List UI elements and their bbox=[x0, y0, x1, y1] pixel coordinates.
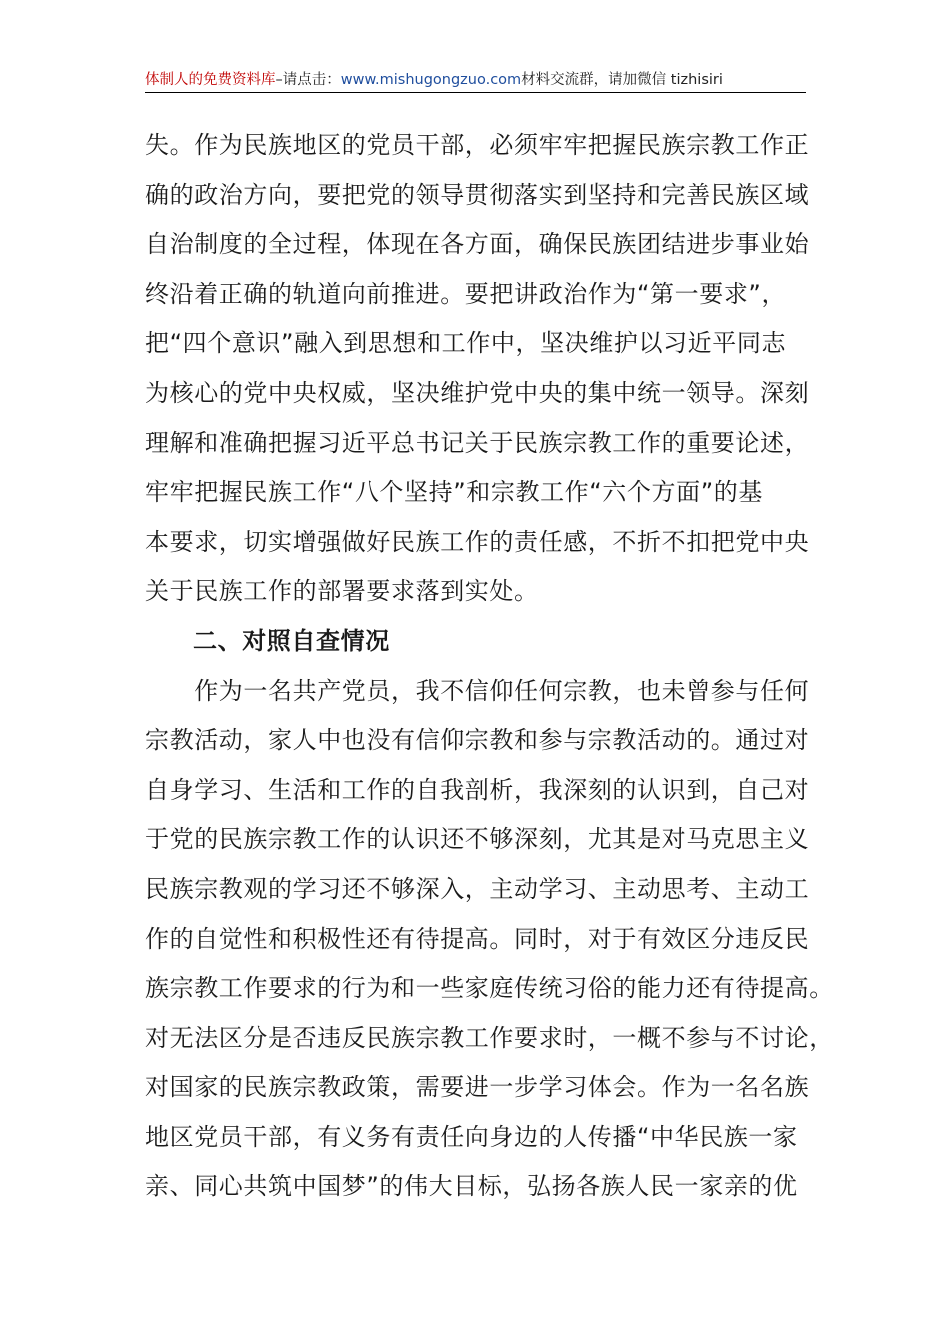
body-line: 亲、同心共筑中国梦”的伟大目标，弘扬各族人民一家亲的优 bbox=[145, 1172, 798, 1201]
section-heading: 二、对照自查情况 bbox=[193, 626, 390, 655]
header-brand: 体制人的免费资料库 bbox=[145, 72, 276, 88]
body-line: 自身学习、生活和工作的自我剖析，我深刻的认识到，自己对 bbox=[145, 775, 810, 804]
body-line: 为核心的党中央权威，坚决维护党中央的集中统一领导。深刻 bbox=[145, 378, 810, 407]
document-body bbox=[145, 121, 834, 1212]
body-line: 理解和准确把握习近平总书记关于民族宗教工作的重要论述， bbox=[145, 428, 810, 457]
body-line: 本要求，切实增强做好民族工作的责任感，不折不扣把党中央 bbox=[145, 527, 810, 556]
body-line: 把“四个意识”融入到思想和工作中，坚决维护以习近平同志 bbox=[145, 329, 787, 358]
body-line: 失。作为民族地区的党员干部，必须牢牢把握民族宗教工作正 bbox=[145, 131, 810, 159]
body-line: 族宗教工作要求的行为和一些家庭传统习俗的能力还有待提高。 bbox=[145, 974, 834, 1003]
body-line: 对国家的民族宗教政策，需要进一步学习体会。作为一名名族 bbox=[145, 1073, 810, 1102]
page-header bbox=[145, 68, 806, 93]
body-line: 对无法区分是否违反民族宗教工作要求时，一概不参与不讨论， bbox=[145, 1023, 834, 1052]
body-line: 自治制度的全过程，体现在各方面，确保民族团结进步事业始 bbox=[145, 230, 810, 259]
body-line: 于党的民族宗教工作的认识还不够深刻，尤其是对马克思主义 bbox=[145, 825, 810, 854]
body-line: 关于民族工作的部署要求落到实处。 bbox=[145, 577, 539, 606]
body-line: 确的政治方向，要把党的领导贯彻落实到坚持和完善民族区域 bbox=[145, 180, 810, 209]
header-click-prompt: –请点击： bbox=[275, 72, 341, 88]
body-line: 民族宗教观的学习还不够深入，主动学习、主动思考、主动工 bbox=[145, 874, 810, 903]
header-contact: 材料交流群，请加微信 tizhisiri bbox=[521, 72, 723, 88]
body-line: 作的自觉性和积极性还有待提高。同时，对于有效区分违反民 bbox=[145, 924, 810, 953]
body-line: 牢牢把握民族工作“八个坚持”和宗教工作“六个方面”的基 bbox=[145, 478, 763, 507]
header-website-link[interactable]: www.mishugongzuo.com bbox=[340, 72, 522, 88]
body-line: 终沿着正确的轨道向前推进。要把讲政治作为“第一要求”， bbox=[145, 279, 787, 308]
body-line: 宗教活动，家人中也没有信仰宗教和参与宗教活动的。通过对 bbox=[145, 726, 810, 755]
body-line: 地区党员干部，有义务有责任向身边的人传播“中华民族一家 bbox=[145, 1122, 798, 1151]
body-line: 作为一名共产党员，我不信仰任何宗教，也未曾参与任何 bbox=[145, 676, 810, 705]
